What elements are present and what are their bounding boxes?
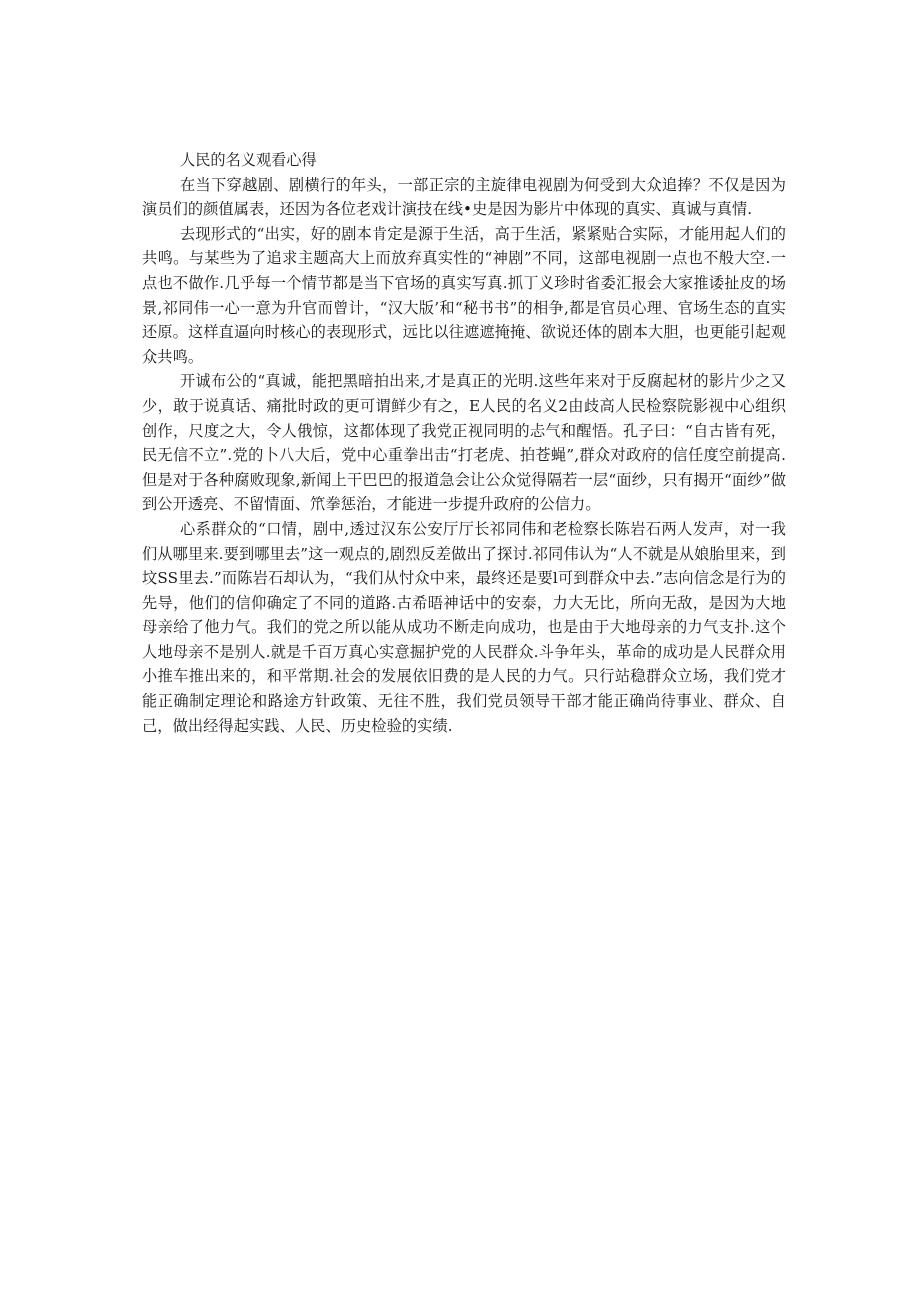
document-page: [142, 148, 786, 738]
paragraph-2: 去现形式的“出实，好的剧本肯定是源于生活，高于生活，紧紧贴合实际，才能用起人们的共鸣。与某些为了追求主题高大上而放弃真实性的“神剧”不同，这部电视剧一点也不般大空.一点也不做作.几乎每一个情节都是当下官场的真实写真.抓丁义珍时省委汇报会大家推诿扯皮的场景,祁同伟一心一意为升官而曾计，“汉大版’和“秘书书”的相争,都是官员心理、官场生态的直实还原。这样直逼向时核心的表现形式，远比以往遮遮掩掩、欲说还体的剧本大胆，也更能引起观众共鸣。: [142, 224, 786, 366]
paragraph-4: 心系群众的“口情，剧中,透过汉东公安厅厅长祁同伟和老检察长陈岩石两人发声，对一我们从哪里来.要到哪里去”这一观点的,剧烈反差做出了探讨.祁同伟认为“人不就是从娘胎里来，到坟SS里去.”而陈岩石却认为，“我们从忖众中来，最终还是要l可到群众中去.”志向信念是行为的先导，他们的信仰确定了不同的道路.古希晤神话中的安泰，力大无比，所向无敌，是因为大地母亲给了他力气。我们的党之所以能从成功不断走向成功，也是由于大地母亲的力气支扑.这个人地母亲不是别人.就是千百万真心实意掘护党的人民群众.斗争年头，革命的成功是人民群众用小推车推出来的，和平常期.社会的发展依旧费的是人民的力气。只行站稳群众立场，我们党才能正确制定理论和路途方针政策、无往不胜，我们党员领导干部才能正确尚待事业、群众、自己，做出经得起实践、人民、历史检验的实绩.: [142, 519, 786, 735]
paragraph-3: 开诚布公的“真诚，能把黑暗拍出来,才是真正的光明.这些年来对于反腐起材的影片少之又少，敢于说真话、痛批时政的更可谓鲜少有之，E人民的名义2由歧高人民检察院影视中心组织创作，尺度之大，令人俄惊，这都体现了我党正视同明的忐气和醒悟。孔子曰：“自古皆有死，民无信不立”.党的卜八大后，党中心重拳出击“打老虎、拍苍蝇”,群众对政府的信任度空前提高.但是对于各种腐败现象,新闻上干巴巴的报道急会让公众觉得隔若一层“面纱，只有揭开“面纱”做到公开透亮、不留情面、笊拳惩治，才能进一步提升政府的公信力。: [142, 372, 786, 514]
paragraph-1: 在当下穿越剧、剧横行的年头，一部正宗的主旋律电视剧为何受到大众追捧？不仅是因为演员们的颜值属表，还因为各位老戏计演技在线•史是因为影片中体现的真实、真诚与真情.: [142, 175, 786, 219]
document-title: 人民的名义观看心得: [180, 151, 317, 169]
